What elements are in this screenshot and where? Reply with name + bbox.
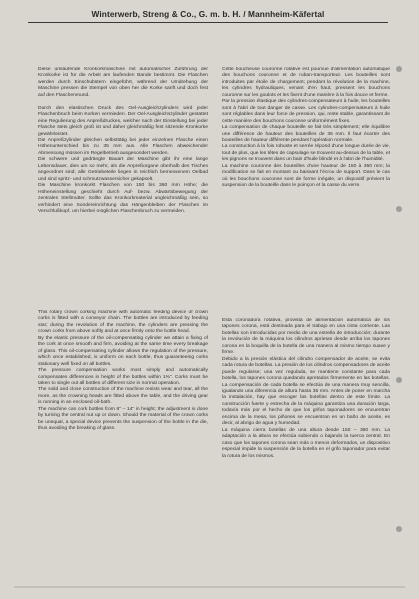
french-paragraph: La construction à la fois robuste et serrée répond d'une longue durée de vie, tout de plus, que les têtes de capsulage se trouvent au-dessus de la table, et les pignons se trouvent dans un bain d'huile blindé et à l'abri de l'humidité. (222, 144, 390, 163)
company-header-title: Winterwerb, Streng & Co., G. m. b. H. / Mannheim-Käfertal (91, 9, 325, 19)
binder-hole (396, 206, 402, 212)
german-paragraph: Diese umlaufende Kronkorkmaschine mit automatischer Zuführung der Kronkorke ist für die Arbeit am laufenden Bande bestimmt. Die Flaschen werden durch Einschubstern eingeführt, während der Umdrehung der Maschine pressen die Stempel von oben her die Korke sanft und doch fest auf den Flaschenmund. (38, 67, 208, 98)
german-paragraph: Die Anpreßzylinder gleichen selbsttätig bei jeder einzelnen Flasche einen Höhenunterschied bis zu 35 mm aus. Alle Flaschen abweichender Abmessung müssen im Regelbetrieb ausgesondert werden. (38, 137, 208, 156)
german-paragraph: Die schwere und gedrängte Bauart der Maschine gibt ihr eine lange Lebensdauer, dies um so mehr, als die Anpreßorgane oberhalb des Tisches angeordnet sind; alle Getriebeteile liegen in reichlich bemessenem Oelbad und sind spritz- und schmutzwassersicher gekapselt. (38, 157, 208, 182)
french-text-column (222, 67, 390, 190)
french-paragraph: La compensation de chaque bouteille se fait très simplement; elle équilibre une différence de hauteur des bouteilles de 35 mm. Il faut écarter des bouteilles de hauteur différente pendant l'opération normale. (222, 125, 390, 143)
page-bottom-edge (14, 586, 405, 588)
french-paragraph: Cette boucheuse couronne rotative est pourvue d'alimentation automatique des bouchons couronne et de ruban-transporteur. Les bouteilles sont introduites par étoile de chargement; pendant la révolution de la machine, les cylindres hydrauliques, venant d'en haut, pressent les bouchons couronne sur les goulots et les fixent d'une manière à la fois douce et ferme. (222, 67, 390, 98)
english-text-column (38, 310, 208, 433)
german-paragraph: Die Maschine kronkorkt Flaschen von 150 bis 360 mm Höhe; die Höheneinstellung geschieht durch Auf- bezw. Abwärtsbewegung der zentralen Stellmutter. Sollte das Kronkorkmaterial ungleichmäßig sein, so verhindert eine Sondereinrichtung das Hängenbleiben der Flaschen im Verschlußkopf, um hierbei möglichen Flaschenbruch zu vermeiden. (38, 183, 208, 214)
english-paragraph: By the elastic pressure of the oil-compensating cylinder we attain a fixing of the cork at once smooth and firm, avoiding at the same time every breakage of glass. This oil-compensating cylinder allows the regulation of the pressure, which once established, is uniform on each bottle, thus guaranteeing corks stationary well fixed on all bottles. (38, 335, 208, 367)
spanish-paragraph: La máquina cierra botellas de una altura desde 150 – 360 mm. La adaptación a la altura se efectúa subiendo o bajando la tuerca central. En caso que los tapones corona sean más o menos deformados, un dispositivo especial impide la suspensión de la botella en el grifo taponador para evitar la rotura de los mismos. (222, 427, 390, 459)
english-paragraph: The solid and close construction of the machine resists wear and tear, all the more, as the crowning heads are fitted above the table, and the driving gear is running in an enclosed oil-bath. (38, 387, 208, 406)
spanish-text-column (222, 318, 390, 460)
english-paragraph: The pressure compensation works most simply and automatically compensates differences in height of the bottles within 1⅜". Corks must be taken to single out all bottles of different size in normal operation. (38, 368, 208, 386)
french-paragraph: Par la pression élastique des cylindres-compensateurs à huile, les bouteilles sont à l'abri de tout danger de casse. Les cylindres-compensateurs à huile sont réglables dans leur force de pression, qui, reste stable, garantissant de cette manière des bouchons couronne uniformément fixes. (222, 99, 390, 124)
spanish-paragraph: Esta coronadora rotativa, provista de alimentación automática de los tapones corona, está destinada para el trabajo en una cinta corriente. Las botellas son introducidas por medio de una estrella de introducción; durante la revolución de la máquina los cilindros aprietan desde arriba los tapones corona en la boquilla de la botella de una manera al mismo tiempo suave y firme. (222, 318, 390, 356)
binder-hole (396, 526, 402, 532)
binder-hole (396, 377, 402, 383)
binder-hole (396, 66, 402, 72)
german-paragraph: Durch den elastischen Druck des Oel-Ausgleichzylinders wird jeder Flaschenbruch beim Korken vermieden. Der Oel-Ausgleichszylinder gestattet eine Regulierung des Anpreßdruckes, welcher nach der Einstellung bei jeder Flasche stets gleich groß ist und daher gleichmäßig fest sitzende Kronkorke gewährleistet. (38, 105, 208, 137)
english-paragraph: The machine can cork bottles from 6" – 14" in height; the adjustment is done by turning the central nut up or down. Should the material of the crown corks be unequal, a special device prevents the suspension of the bottle in the die, thus avoiding the breaking of glass. (38, 406, 208, 432)
page-header (28, 4, 388, 23)
french-paragraph: La machine couronne des bouteilles d'une hauteur de 150 à 360 mm; la modification se fait en montant ou baissant l'écrou de support. Dans le cas où les bouchons couronne sont de forme inégale, un dispositif prévient la suspension de la bouteille dans le poinçon et la casse du verre. (222, 163, 390, 189)
english-paragraph: This rotary crown corking machine with automatic feeding device of crown corks is fitted with a conveyor chain. The bottles are introduced by feeding star; during the revolution of the machine, the cylinders are pressing the crown corks from above softly and at once firmly onto the bottle head. (38, 310, 208, 335)
spanish-paragraph: Debido a la presión elástica del cilindro compensador de aceite, se evita cada rotura de botellas. La presión de los cilindros compensadores de aceite puede regularse; una vez regulada, se mantiene constante para cada botella, los tapones corona quedando apretados firmemente en las botellas. La compensación de cada botella se efectúa de una manera muy sencilla, igualando una diferencia de altura hasta 35 mm. Antes de poner en marcha la instalación, hay que escoger las botellas dentro de este límite. La construcción fuerte y estrecha de la máquina garantiza una duración larga, todavía más por el hecho de que los grifos taponadores se encuentran encima de la mesa; los piñones se encuentran en un baño de aceite, es decir, al abrigo de agua y humedad. (222, 356, 390, 427)
german-text-column (38, 67, 208, 215)
